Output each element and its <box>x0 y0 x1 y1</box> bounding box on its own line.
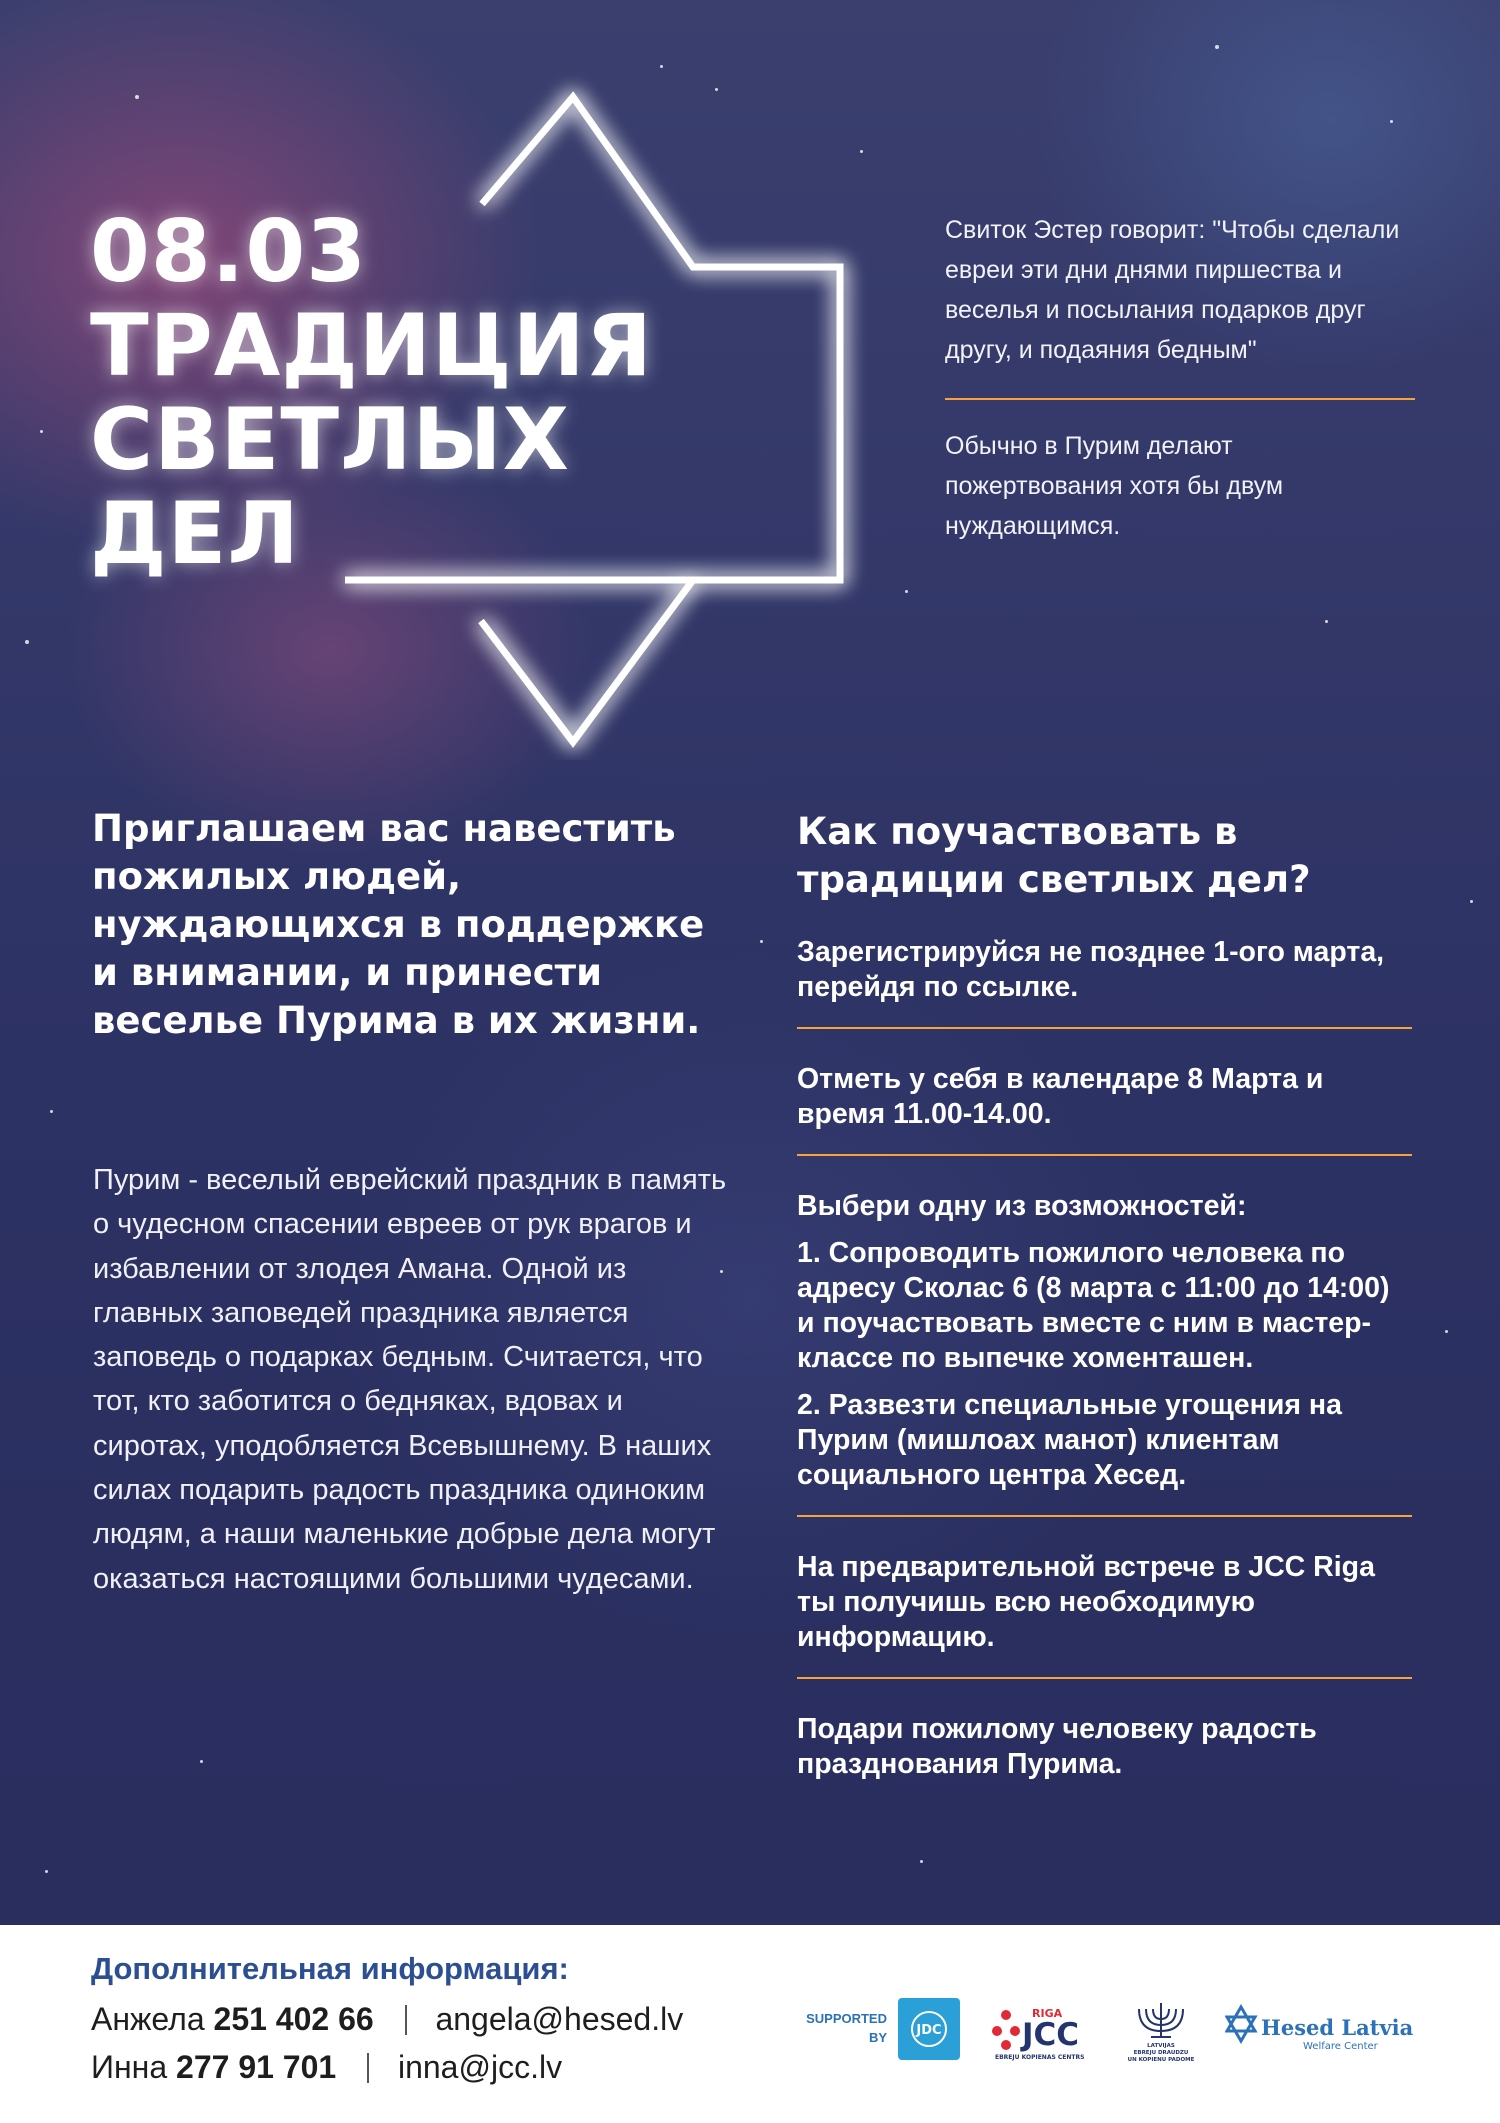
contact-email[interactable]: angela@hesed.lv <box>435 2001 684 2037</box>
hesed-latvia-sub: Welfare Center <box>1303 2041 1378 2052</box>
sparkle <box>200 1760 203 1763</box>
option-deliver: 2. Развезти специальные угощения на Пурим (мишлоах манот) клиентам социального центра Хесед. <box>797 1389 1342 1491</box>
contact-phone[interactable]: 277 91 701 <box>176 2049 337 2085</box>
headline-line-3: ДЕЛ <box>90 484 300 584</box>
how-to-participate-heading: Как поучаствовать в традиции светлых дел? <box>797 810 1311 901</box>
sparkle <box>50 1110 53 1113</box>
jdc-logo-icon <box>898 1998 960 2060</box>
option-accompany: 1. Сопроводить пожилого человека по адресу Сколас 6 (8 марта с 11:00 до 14:00) и поучаствовать вместе с ним в мастер-классе по выпечке хоменташен. <box>797 1237 1390 1374</box>
divider <box>797 1677 1412 1679</box>
step-choose-title: Выбери одну из возможностей: <box>797 1190 1247 1222</box>
council-line-2: EBREJU DRAUDZU <box>1133 2050 1189 2056</box>
jcc-riga-small-text: RIGA <box>1032 2007 1063 2020</box>
contact-email[interactable]: inna@jcc.lv <box>397 2049 563 2085</box>
quote-column <box>945 210 1415 546</box>
contact-name: Анжела <box>91 2001 205 2037</box>
jcc-riga-big-text: JCC <box>1022 2017 1080 2053</box>
esther-quote: Свиток Эстер говорит: "Чтобы сделали евреи эти дни днями пиршества и веселья и посылания подарков друг другу, и подаяния бедным" <box>945 216 1400 364</box>
contact-name: Инна <box>91 2049 168 2085</box>
council-line-3: UN KOPIENU PADOME <box>1127 2057 1195 2063</box>
step-register: Зарегистрируйся не позднее 1-ого марта, перейдя по ссылке. <box>797 936 1385 1003</box>
menorah-logo-icon <box>1125 1995 1197 2067</box>
divider <box>797 1027 1412 1029</box>
hesed-latvia-name: Hesed Latvia <box>1261 2015 1414 2040</box>
sparkle <box>760 940 763 943</box>
purim-description: Пурим - веселый еврейский праздник в память о чудесном спасении евреев от рук врагов и избавлении от злодея Амана. Одной из главных заповедей праздника является заповедь о подарках бедным. Считается, что тот, кто заботится о бедняках, вдовах и сиротах, уподобляется Всевышнему. В наших силах подарить радость праздника одиноким людям, а наши маленькие добрые дела могут оказаться настоящими большими чудесами. <box>93 1164 727 1595</box>
hesed-latvia-logo-icon <box>1225 2001 1415 2061</box>
step-meeting: На предварительной встрече в JCC Riga ты получишь всю необходимую информацию. <box>797 1551 1375 1653</box>
divider <box>945 398 1415 400</box>
council-line-1: LATVIJAS <box>1147 2043 1175 2049</box>
sparkle <box>1445 1330 1448 1333</box>
participation-steps <box>797 935 1412 1782</box>
invitation-heading: Приглашаем вас навестить пожилых людей, нуждающихся в поддержке и внимании, и принести веселье Пурима в их жизни. <box>92 807 705 1042</box>
separator <box>367 2053 369 2083</box>
more-info-title: Дополнительная информация: <box>91 1951 569 1986</box>
jcc-riga-logo-icon <box>990 2001 1100 2063</box>
divider <box>797 1515 1412 1517</box>
supported-line-1: SUPPORTED <box>806 2011 887 2026</box>
divider <box>797 1154 1412 1156</box>
sparkle <box>920 1860 923 1863</box>
sponsor-logos <box>795 1995 1415 2075</box>
jdc-logo-text: JDC <box>916 2023 942 2038</box>
contact-angela <box>91 1999 683 2039</box>
step-calendar: Отметь у себя в календаре 8 Марта и время 11.00-14.00. <box>797 1063 1324 1130</box>
supported-by-label <box>795 2009 887 2047</box>
sparkle <box>45 1870 48 1873</box>
contact-inna <box>91 2047 562 2087</box>
sparkle <box>1470 900 1473 903</box>
event-date: 08.03 <box>90 202 368 302</box>
contact-phone[interactable]: 251 402 66 <box>213 2001 374 2037</box>
supported-line-2: BY <box>868 2030 887 2045</box>
step-gift: Подари пожилому человеку радость празднования Пурима. <box>797 1713 1317 1780</box>
headline-line-2: СВЕТЛЫХ <box>90 390 570 490</box>
donation-note: Обычно в Пурим делают пожертвования хотя бы двум нуждающимся. <box>945 432 1284 540</box>
jcc-riga-sub-text: EBREJU KOPIENAS CENTRS <box>995 2054 1085 2061</box>
separator <box>405 2005 407 2035</box>
headline-line-1: ТРАДИЦИЯ <box>90 296 653 396</box>
event-headline <box>90 202 653 584</box>
